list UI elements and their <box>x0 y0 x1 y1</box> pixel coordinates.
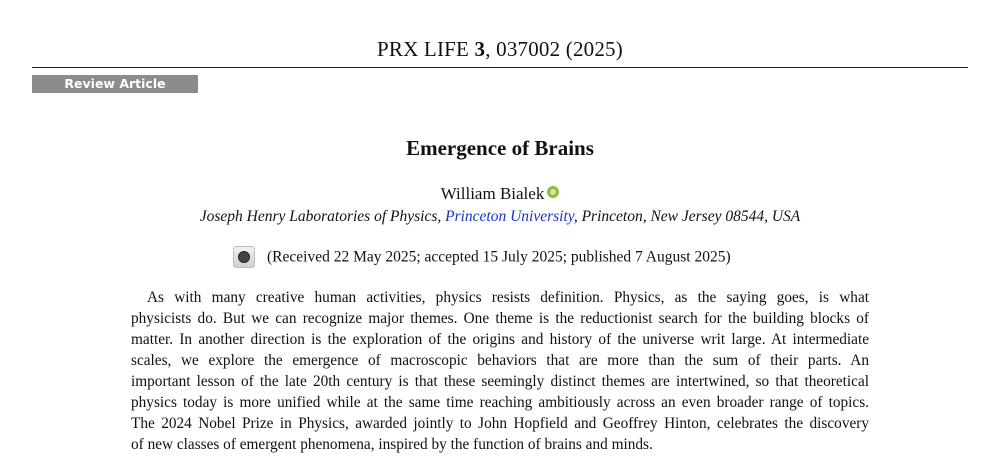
abstract-line: of new classes of emergent phenomena, inspired by the function of brains and minds. <box>131 436 653 453</box>
journal-name: PRX LIFE <box>377 37 470 61</box>
author-line <box>0 184 1000 204</box>
affiliation-link[interactable]: Princeton University <box>445 208 574 225</box>
article-type-badge: Review Article <box>32 75 198 93</box>
open-access-icon[interactable] <box>233 246 255 268</box>
abstract-line: physics today is more unified while at the same time reaching ambitiously across an even broader range of topics. <box>131 394 869 411</box>
abstract <box>131 287 869 455</box>
abstract-line: As with many creative human activities, physics resists definition. Physics, as the saying goes, is what <box>147 289 869 306</box>
article-title: Emergence of Brains <box>406 136 594 160</box>
affiliation <box>0 208 1000 226</box>
abstract-line: The 2024 Nobel Prize in Physics, awarded jointly to John Hopfield and Geoffrey Hinton, celebrates the discovery <box>131 415 869 432</box>
journal-volume: 3 <box>474 37 486 61</box>
publication-dates-line <box>233 247 731 271</box>
abstract-line: physicists do. But we can recognize major themes. One theme is the reductionist search for the building blocks of <box>131 310 869 327</box>
abstract-line: important lesson of the late 20th century is that these seemingly distinct themes are intertwined, so that theoretical <box>131 373 869 390</box>
publication-dates: (Received 22 May 2025; accepted 15 July 2025; published 7 August 2025) <box>267 248 731 266</box>
abstract-line: matter. In another direction is the exploration of the origins and history of the universe writ large. At intermediate <box>131 331 869 348</box>
affiliation-pre: Joseph Henry Laboratories of Physics, <box>199 208 446 225</box>
abstract-line: scales, we explore the emergence of macroscopic behaviors that are more than the sum of their parts. An <box>131 352 869 369</box>
affiliation-post: , Princeton, New Jersey 08544, USA <box>573 208 801 225</box>
header-rule <box>32 67 968 68</box>
journal-citation <box>0 37 1000 62</box>
orcid-icon[interactable] <box>547 186 559 198</box>
citation-rest: , 037002 (2025) <box>485 37 623 61</box>
author-name[interactable]: William Bialek <box>440 184 545 203</box>
